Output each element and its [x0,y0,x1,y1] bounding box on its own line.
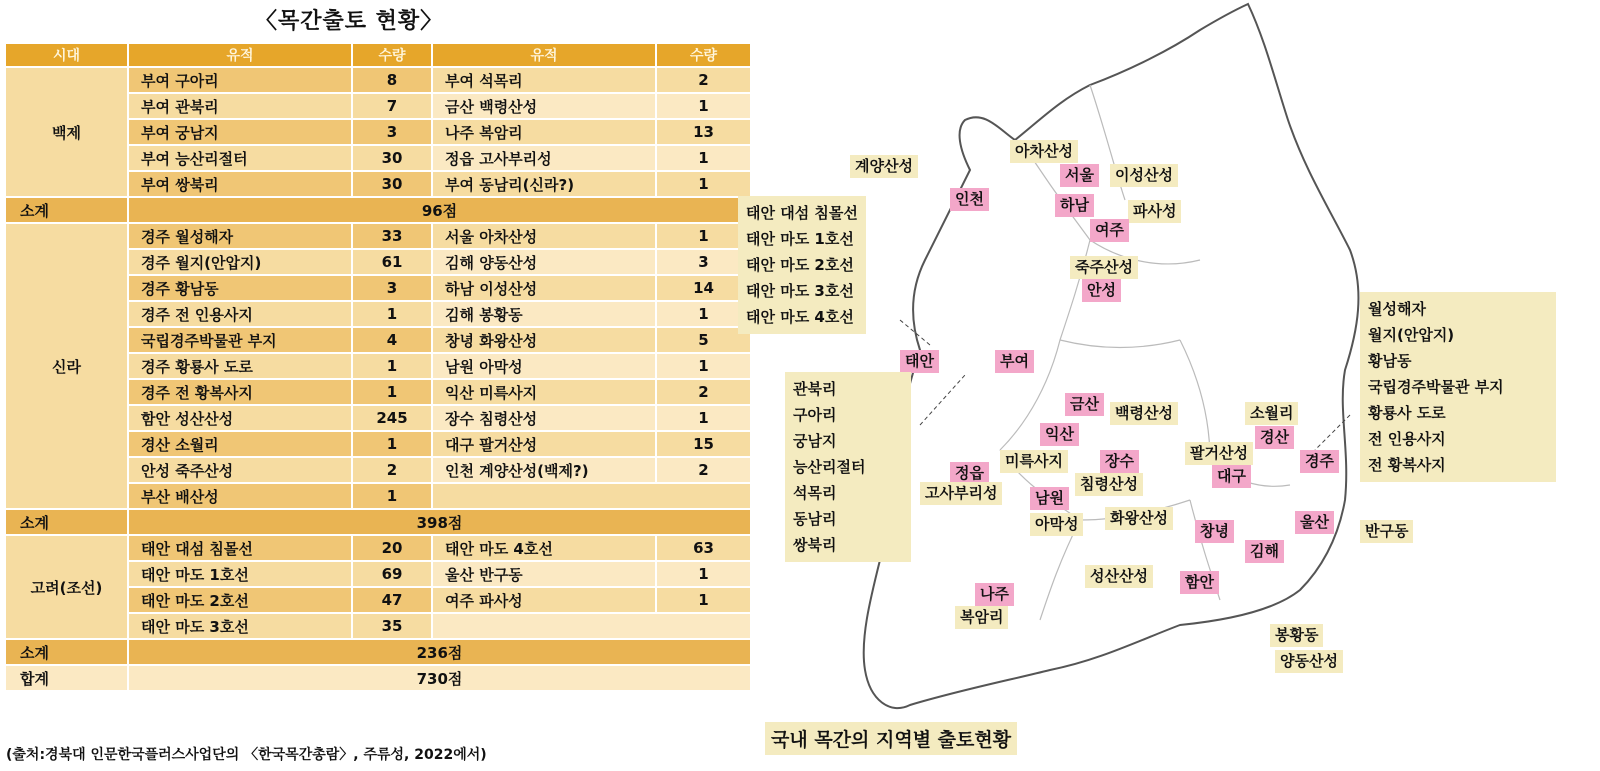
list-item: 태안 대섬 침몰선 [746,204,858,222]
list-item: 전 인용사지 [1368,430,1446,448]
site-count: 8 [352,67,432,93]
site-name: 경산 소월리 [128,431,352,457]
map-label: 아막성 [1030,513,1083,536]
site-count: 3 [352,119,432,145]
korea-map [746,0,1600,771]
site-name: 국립경주박물관 부지 [128,327,352,353]
map-label: 부여 [995,350,1034,373]
header-site: 유적 [128,44,352,67]
site-name: 경주 월지(안압지) [128,249,352,275]
map-label: 소월리 [1245,402,1298,425]
site-name: 남원 아막성 [432,353,656,379]
map-label: 여주 [1090,219,1129,242]
site-name: 창녕 화왕산성 [432,327,656,353]
map-title: 국내 목간의 지역별 출토현황 [765,722,1017,755]
site-name: 경주 월성해자 [128,223,352,249]
site-count: 47 [352,587,432,613]
list-item: 석목리 [793,484,837,502]
table-row [6,223,751,249]
site-count: 1 [656,93,751,119]
site-count: 1 [656,561,751,587]
map-label: 창녕 [1195,520,1234,543]
site-count: 1 [352,301,432,327]
site-count: 14 [656,275,751,301]
site-name: 정읍 고사부리성 [432,145,656,171]
map-label: 백령산성 [1110,402,1178,425]
map-label: 대구 [1212,465,1251,488]
site-name: 하남 이성산성 [432,275,656,301]
map-label: 울산 [1295,511,1334,534]
site-name: 경주 전 황복사지 [128,379,352,405]
list-item: 태안 마도 2호선 [746,256,854,274]
site-name: 장수 침령산성 [432,405,656,431]
list-item: 궁남지 [793,432,837,450]
era-cell: 고려(조선) [6,535,128,639]
site-name: 부여 구아리 [128,67,352,93]
site-name: 경주 황룡사 도로 [128,353,352,379]
list-item: 태안 마도 4호선 [746,308,854,326]
site-count: 245 [352,405,432,431]
site-name: 부여 관북리 [128,93,352,119]
map-label: 안성 [1082,279,1121,302]
page-title: 〈목간출토 현황〉 [255,9,444,34]
site-count: 69 [352,561,432,587]
map-label: 복암리 [955,606,1008,629]
site-name: 부여 동남리(신라?) [432,171,656,197]
site-count: 2 [352,457,432,483]
buyeo-sites-list [785,372,911,562]
site-count: 7 [352,93,432,119]
list-item: 황남동 [1368,352,1412,370]
site-name: 김해 양동산성 [432,249,656,275]
site-name: 서울 아차산성 [432,223,656,249]
map-label: 화왕산성 [1105,507,1173,530]
list-item: 구아리 [793,406,837,424]
site-name: 경주 황남동 [128,275,352,301]
site-count: 2 [656,67,751,93]
site-name: 부여 능산리절터 [128,145,352,171]
site-count: 5 [656,327,751,353]
site-name: 부여 석목리 [432,67,656,93]
total-label: 합계 [6,665,128,691]
source-note: (출처:경북대 인문한국플러스사업단의 〈한국목간총람〉, 주류성, 2022에서) [6,747,487,763]
site-count: 2 [656,379,751,405]
map-label: 정읍 [950,462,989,485]
era-cell: 신라 [6,223,128,509]
site-count: 30 [352,145,432,171]
site-count: 20 [352,535,432,561]
map-label: 장수 [1100,450,1139,473]
site-count: 4 [352,327,432,353]
site-name: 안성 죽주산성 [128,457,352,483]
subtotal-row [6,509,751,535]
site-count: 3 [656,249,751,275]
map-label: 고사부리성 [920,482,1002,505]
site-count: 15 [656,431,751,457]
map-label: 나주 [975,583,1014,606]
map-label: 봉황동 [1270,624,1323,647]
site-name: 김해 봉황동 [432,301,656,327]
map-label: 태안 [900,350,939,373]
site-name: 대구 팔거산성 [432,431,656,457]
map-label: 익산 [1040,423,1079,446]
header-count: 수량 [352,44,432,67]
map-label: 금산 [1065,393,1104,416]
site-count: 1 [656,587,751,613]
table-row [6,67,751,93]
site-name: 여주 파사성 [432,587,656,613]
subtotal-value: 96점 [128,197,751,223]
site-name: 태안 마도 4호선 [432,535,656,561]
map-label: 팔거산성 [1185,442,1253,465]
subtotal-label: 소계 [6,639,128,665]
map-label: 양동산성 [1275,650,1343,673]
site-count: 35 [352,613,432,639]
total-value: 730점 [128,665,751,691]
map-label: 반구동 [1360,520,1413,543]
site-name: 인천 계양산성(백제?) [432,457,656,483]
site-count: 2 [656,457,751,483]
site-count: 61 [352,249,432,275]
site-count: 13 [656,119,751,145]
map-label: 남원 [1030,487,1069,510]
map-label: 경산 [1255,426,1294,449]
map-label: 아차산성 [1010,140,1078,163]
taean-sites-list [738,196,866,334]
empty-cell [432,613,751,639]
map-label: 함안 [1180,571,1219,594]
map-label: 파사성 [1128,200,1181,223]
map-label: 인천 [950,188,989,211]
era-cell: 백제 [6,67,128,197]
map-label: 김해 [1245,540,1284,563]
site-name: 부산 배산성 [128,483,352,509]
site-name: 부여 궁남지 [128,119,352,145]
site-name: 익산 미륵사지 [432,379,656,405]
wood-slip-table [6,44,752,692]
site-name: 울산 반구동 [432,561,656,587]
site-count: 30 [352,171,432,197]
site-count: 33 [352,223,432,249]
site-name: 태안 마도 2호선 [128,587,352,613]
table-header-row [6,44,751,67]
site-name: 나주 복암리 [432,119,656,145]
site-name: 경주 전 인용사지 [128,301,352,327]
site-count: 1 [352,431,432,457]
site-name: 태안 마도 3호선 [128,613,352,639]
map-label: 서울 [1060,164,1099,187]
site-count: 3 [352,275,432,301]
header-site: 유적 [432,44,656,67]
header-count: 수량 [656,44,751,67]
map-label: 경주 [1300,450,1339,473]
list-item: 월성해자 [1368,300,1426,318]
site-count: 1 [352,379,432,405]
map-label: 미륵사지 [1000,450,1068,473]
list-item: 동남리 [793,510,837,528]
subtotal-label: 소계 [6,197,128,223]
map-label: 하남 [1055,194,1094,217]
site-count: 1 [352,353,432,379]
site-name: 금산 백령산성 [432,93,656,119]
header-era: 시대 [6,44,128,67]
list-item: 전 황복사지 [1368,456,1446,474]
list-item: 국립경주박물관 부지 [1368,378,1504,396]
site-count: 1 [656,171,751,197]
list-item: 태안 마도 1호선 [746,230,854,248]
site-count: 1 [656,405,751,431]
map-label: 성산산성 [1085,565,1153,588]
gyeongju-sites-list [1360,292,1556,482]
site-count: 1 [656,145,751,171]
list-item: 능산리절터 [793,458,866,476]
table-row [6,535,751,561]
site-count: 1 [656,223,751,249]
site-name: 함안 성산산성 [128,405,352,431]
total-row [6,665,751,691]
list-item: 관북리 [793,380,837,398]
empty-cell [432,483,751,509]
site-name: 태안 대섬 침몰선 [128,535,352,561]
subtotal-value: 398점 [128,509,751,535]
list-item: 월지(안압지) [1368,326,1455,344]
subtotal-row [6,639,751,665]
site-count: 1 [656,301,751,327]
site-count: 1 [352,483,432,509]
map-label: 죽주산성 [1070,256,1138,279]
map-label: 침령산성 [1075,473,1143,496]
subtotal-row [6,197,751,223]
subtotal-value: 236점 [128,639,751,665]
site-count: 63 [656,535,751,561]
map-label: 계양산성 [850,155,918,178]
subtotal-label: 소계 [6,509,128,535]
site-count: 1 [656,353,751,379]
site-name: 태안 마도 1호선 [128,561,352,587]
map-label: 이성산성 [1110,164,1178,187]
site-name: 부여 쌍북리 [128,171,352,197]
list-item: 황룡사 도로 [1368,404,1446,422]
list-item: 쌍북리 [793,536,837,554]
list-item: 태안 마도 3호선 [746,282,854,300]
